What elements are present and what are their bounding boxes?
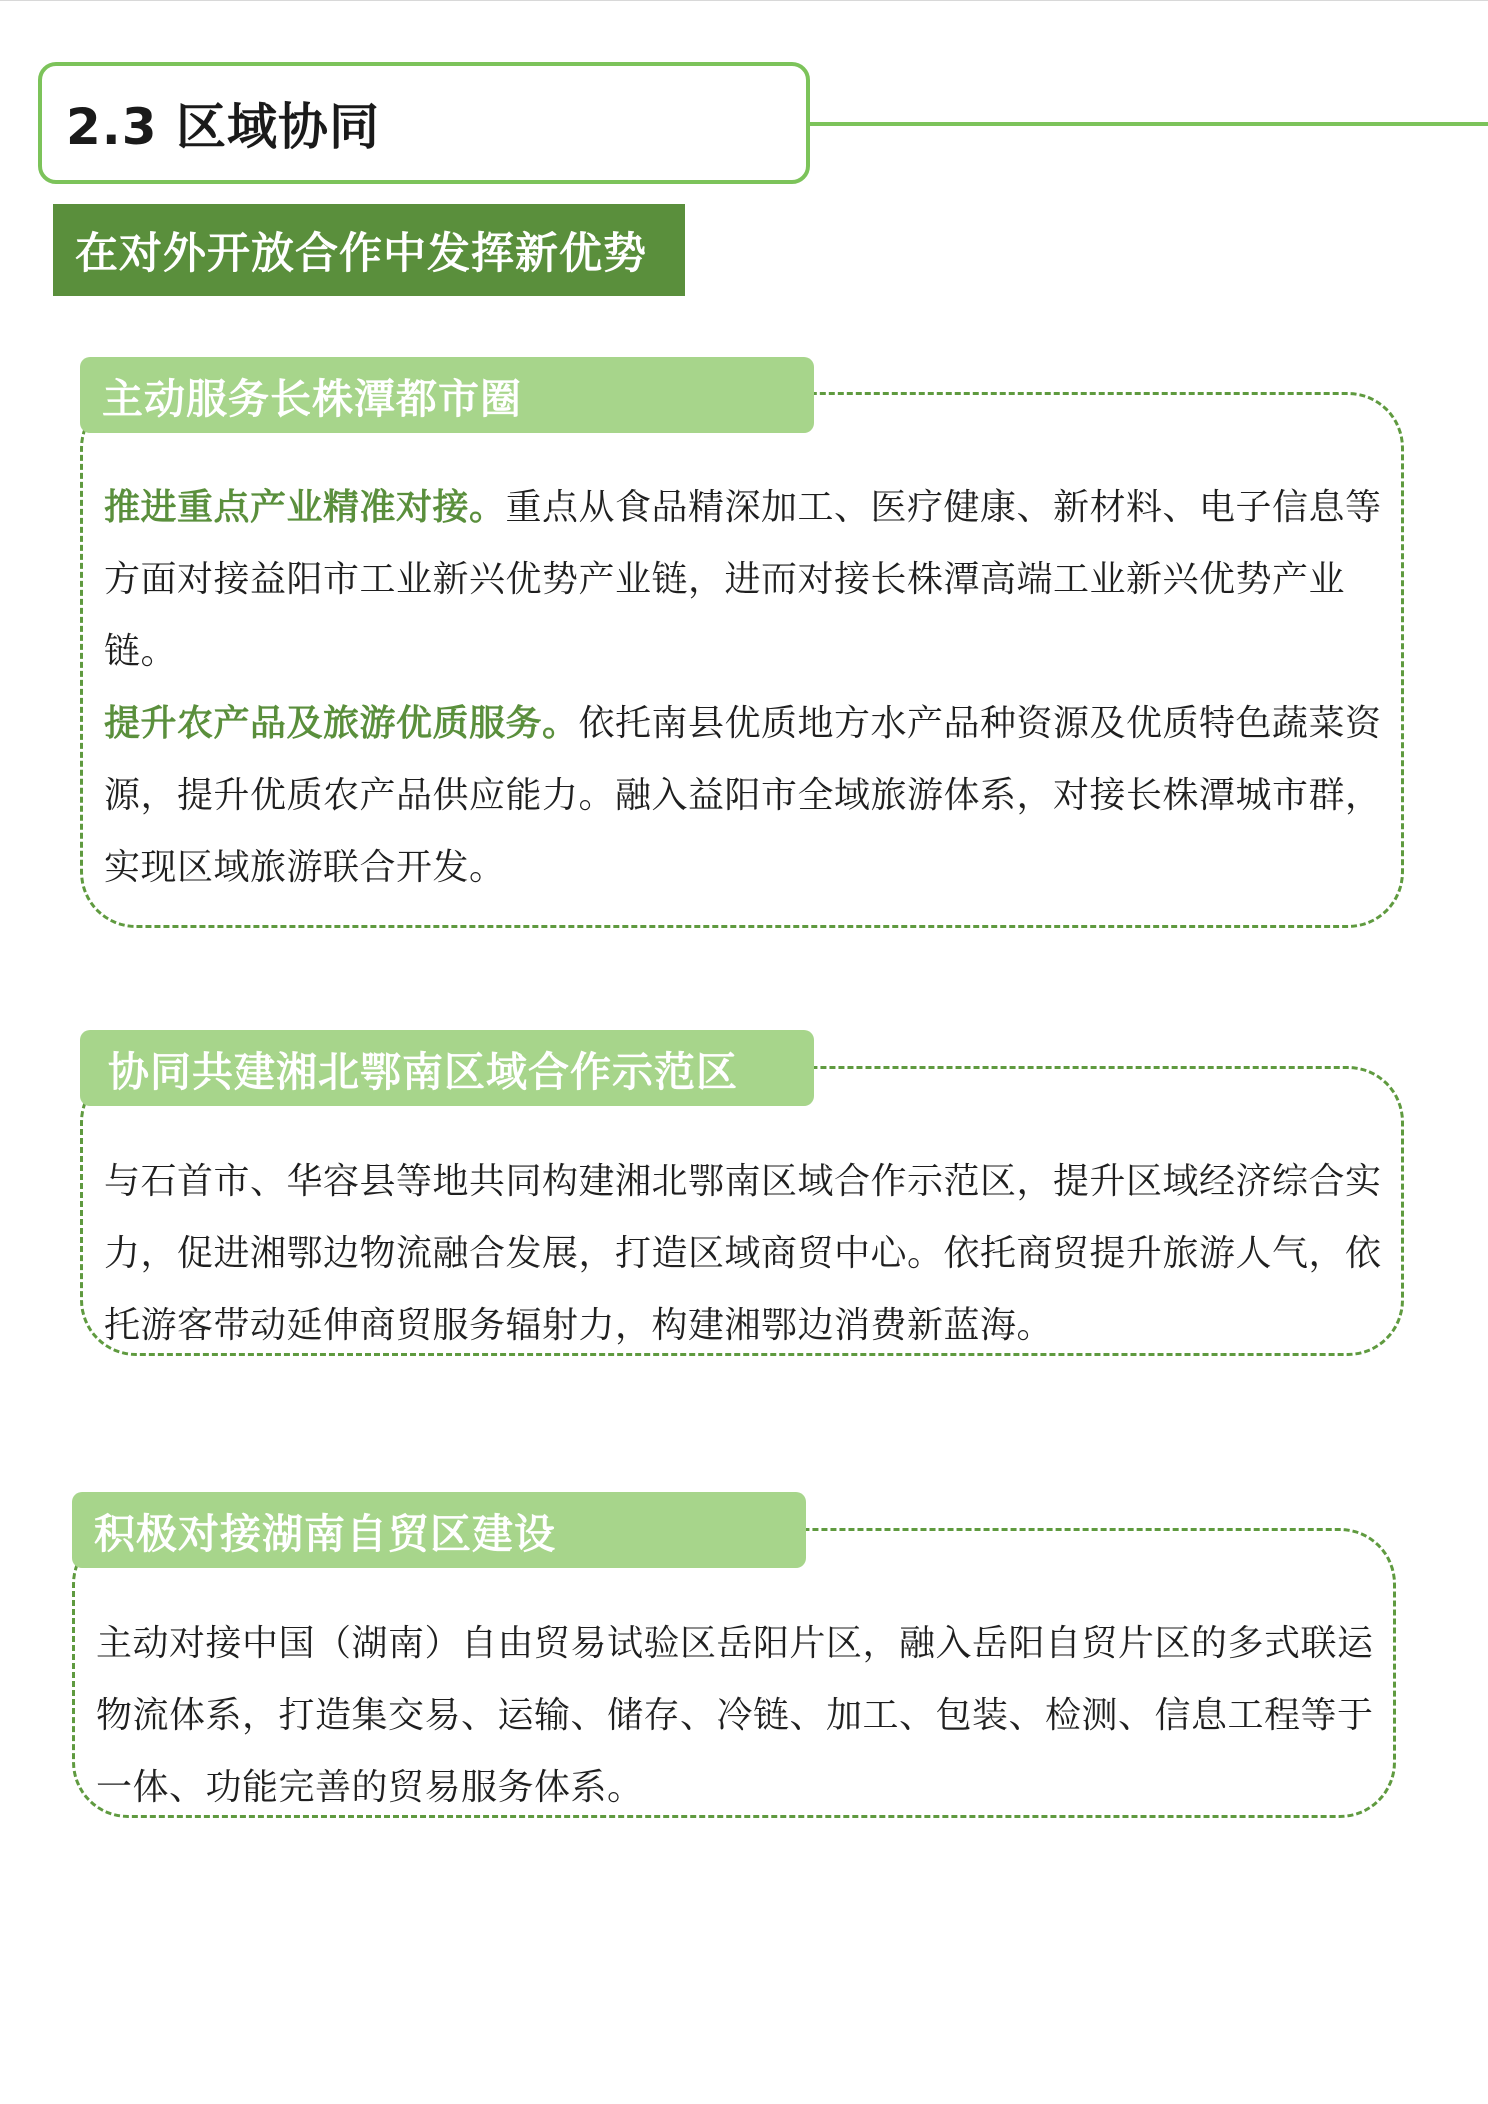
paragraph-body: 依托南县优质地方水产品种资源及优质特色蔬菜资源，提升优质农产品供应能力。融入益阳市全域旅游体系，对接长株潭城市群，实现区域旅游联合开发。	[104, 703, 1382, 888]
card-body-xiangbei-enan	[104, 1146, 1386, 1362]
paragraph-body: 重点从食品精深加工、医疗健康、新材料、电子信息等方面对接益阳市工业新兴优势产业链，进而对接长株潭高端工业新兴优势产业链。	[104, 487, 1382, 672]
section-title: 2.3 区域协同	[66, 98, 380, 156]
paragraph: 与石首市、华容县等地共同构建湘北鄂南区域合作示范区，提升区域经济综合实力，促进湘鄂边物流融合发展，打造区域商贸中心。依托商贸提升旅游人气，依托游客带动延伸商贸服务辐射力，构建湘鄂边消费新蓝海。	[104, 1161, 1382, 1346]
card-label-changzhutan	[80, 357, 814, 433]
paragraph: 主动对接中国（湖南）自由贸易试验区岳阳片区，融入岳阳自贸片区的多式联运物流体系，打造集交易、运输、储存、冷链、加工、包装、检测、信息工程等于一体、功能完善的贸易服务体系。	[96, 1623, 1374, 1808]
card-body-changzhutan	[104, 472, 1386, 904]
paragraph-lead: 推进重点产业精准对接。	[104, 487, 506, 528]
section-title-box	[38, 62, 810, 184]
paragraph	[104, 688, 1386, 904]
card-label-text: 积极对接湖南自贸区建设	[94, 1509, 556, 1558]
card-label-free-trade-zone	[72, 1492, 806, 1568]
card-body-free-trade-zone	[96, 1608, 1378, 1824]
banner	[53, 204, 685, 296]
card-label-text: 协同共建湘北鄂南区域合作示范区	[108, 1047, 738, 1096]
banner-text: 在对外开放合作中发挥新优势	[75, 228, 647, 279]
paragraph	[104, 472, 1386, 688]
card-label-text: 主动服务长株潭都市圈	[102, 374, 522, 423]
card-label-xiangbei-enan	[80, 1030, 814, 1106]
title-rule	[810, 122, 1488, 126]
top-divider	[0, 0, 1488, 1]
paragraph-lead: 提升农产品及旅游优质服务。	[104, 703, 579, 744]
